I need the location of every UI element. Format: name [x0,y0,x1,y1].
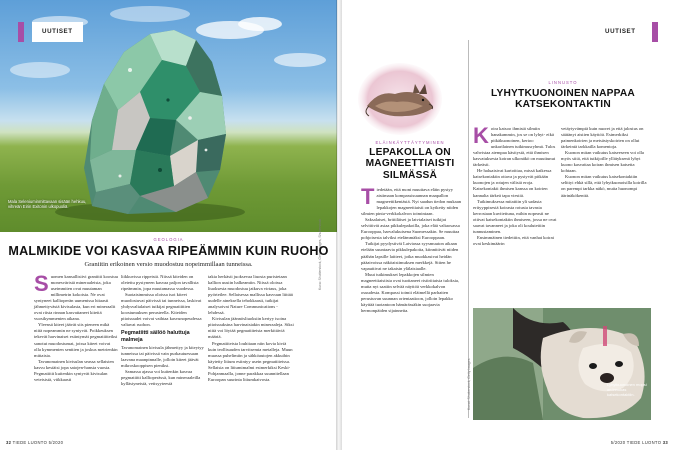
left-col2-para1: liikkuvissa rippeistä. Niissä kiteiden on oletettu pystyneen kasvaa paljon tavallista ripeämmin, jopa muutamassa vuodessa. [121,274,199,292]
bird-para6: Kuonon mitan vaikutus katseeseen voi olla myös siitä, että tutkijoille yllätyksenä lyhyt kuono kasvattaa koiran ihmisen katsetta kohtaan. [561,150,644,174]
right-section-badge [595,22,646,42]
left-folio-text: TIEDE LUONTO 5/2020 [12,440,64,445]
bat-para1 [361,184,465,217]
bat-para2: Saksalaiset, brittiläiset ja latvialaiset tutkijat selvittivät asiaa pikkulepakoilla, joka elää valtaosassa Eurooppaa, harvalukuisena Suomessakin. Se muuttaa pohjoisesta talviksi etelämmäksi Eurooppaan. [361,217,460,241]
left-col1-para1 [34,271,118,322]
left-col2-para2: Suotaisimmissa oloissa isot kiteet muodostuvat päivissä tai tunneissa, laskivat yhdysvaltalaiset tutkijat pegmatiittien koostumuksen perusteella. Kiteiden pitoisuudet voivat vaihtaa kasvunopeudessa valtavat ruohon. [121,292,202,328]
dropcap-k: K [473,123,489,148]
left-kicker: GEOLOGIA [153,237,184,242]
bat-para1-text: iedetään, että moni muuttava eläin pystyy aistimaan kompassisuunnan maapallon magneettikentästä. Nyt saadun tiedon mukaan lepakkojen magneettiaisti on kytketty niiden silmien pinta-verkkokalvon toimintaan. [361,187,462,217]
dropcap-s: S [34,271,49,296]
section-badge-label: UUTISET [42,28,73,35]
bird-para1-text: oira katsoo ihmistä silmiin hanakammin, jos se on lyhyt- eikä pitkäkuonoinen, kertoo unkarilainen tutkimusryhmä. Tulos vahvistaa aiempaa käsitystä, että ihmisen kasvatuksesta koiran ulkonäkö on muuttunut tärkeästi. [473,126,556,168]
dog-photo-caption: Lyhytkuonoinen mopsi on innokas katsekontaktiin. [607,382,647,397]
left-col3-para1: takia herkästi juoksevaa liuosta puristetaan kallion uusiin halkeamiin. Niissä oloissa liuoksesta muodostuu jatkuva virtaus, joka pyörteilee. Sellaisessa mallissa kasvuun liittää uudelle aineksella tehokkaasti, tutkijat analysoivat Nature Communications -lehdessä. [208,274,293,316]
bat-photo [355,60,445,138]
left-deck: Graniitin erikoinen versio muodostuu nopeimmillaan tunneissa. [84,261,253,268]
dog-photo [473,308,651,420]
left-column-3 [208,274,294,383]
left-col2-para3: Tavanomainen kivisula jähmettyy ja kiteytyy tunneissa tai päivissä vain purkautuessaan laavana maanpinnalle, jolloin kiteet jäävät mikroskooppisen pieniksi. [121,344,204,368]
bat-para3: Tutkijat pyydystivät Latviassa syysmuuton aikaan etelään suuntaavia pikkulepakoita, kiinnittivät niiden päähän lapsille laitteet, jotka muokkasivat heidän pääaivoissa näköaistimuksen merkkejä. Sitten he vapauttivat ne takaisin ylälaisiaalle. [361,241,459,271]
bird-kicker: LINNUSTO [548,80,578,85]
right-page-number: 33 [662,440,668,445]
bird-para7: Kuonon mitan vaikutus katsekontaktiin selittyi ehkä sillä, että lyhytkuonoisilla koirilla on parempi tarkka näkö, mutta huonompi äärinäkökenttä. [561,174,647,198]
left-col1-para2: Yleensä kiteet jäävät siis pieneen mikä niitä nopeammin ne syntyvät. Poikkeuksen tekevät harvinaiset esiintymät pegmatiitteiksi sanotut muodostumat, joissa kiteet voivat olla kymmenien senttien ja joskus metrienkin mittaisia. [34,322,118,358]
bird-para1 [473,123,557,168]
left-headline: MALMIKIDE VOI KASVAA RIPEÄMMIN KUIN RUOHO [8,244,329,258]
dog-illustration [473,308,651,420]
right-section-badge-accent [652,22,658,42]
right-page [341,0,674,450]
hero-caption: Mala Seleniuminmittavaan sisään hehkuu, vihreän Eirin Exitonin ulkopuoliä. [8,199,87,210]
bird-para4: Ensimmäinen tiedettiin, että vanhat koirat ovat keskimäärin [473,234,554,246]
left-page-number: 32 [6,440,12,445]
bat-headline: LEPAKOLLA ON MAGNEETTIAISTI SILMÄSSÄ [365,147,455,181]
bat-para4: Muut tutkimukset lepakkojen silmien magneettiaistista ovat tuottaneet ristiriitaisia tuloksia, mutta nyt saatiin selvää näyttöä verkkokalvon osuudesta. Kompassi toimii eläimellä parhaiten perustuvan suunnan orientaatioon, jolloin lepakko käyttää tuotantoon hämärässäkin suojaavia hermonpäiden sijainneita. [361,271,460,313]
bird-headline: LYHYTKUONOINEN NAPPAA KATSEKONTAKTIN [490,88,635,111]
dropcap-t: T [361,184,375,209]
left-col1-para1-text: uomen kansallisiivi graniitti koostuu monesväristä mineraaleista, joka useimmiten ovat muutaman millimetrin kokoisia. Ne ovat syntyneet kallioperän uumenissa hitaasti jähmettyvästä kivisulasta, kun eri mineraalit ovat riista rinnan kasvattaneet kiteitä vuosikymmenien aikana. [34,274,118,322]
bat-kicker: ELÄINKÄYTTÄYTYMINEN [375,140,445,145]
left-col3-para2: Kivisulan jäännösliuoksiin kertyy isoina pitoisuuksina harvinaisiakin mineraaleja. Siksi niitä voi löytää pegmatiiteista merkittäviä määriä. [208,316,294,340]
section-badge [32,22,83,42]
left-folio [6,440,63,445]
bird-para2: He haluaisivat kartoittaa, missä kaikessa katsekontaktin ottava ja pystyvät pitkään kuonojen ja rotujen välisiä eroja. Katsekontakti ihmisen kanssa on koirien kannalta tärkeä tapa viestiä. [473,168,552,198]
left-column-2 [121,274,205,387]
bat-illustration [355,60,445,138]
bird-article-col2 [561,126,647,199]
right-folio-text: 5/2020 TIEDE LUONTO [610,440,662,445]
bird-para5: vetäytyvämpiä kuin nuoret ja että jalostus on säätänyt aistien käyttöä. Esimerkiksi paimenkoirien ja metsästyskoirien on ollut tärkeintä tarkkailla komentoja. [561,126,644,150]
left-col2-subhead: Pegmatiitti säilöö haluttuja malmeja [121,330,190,343]
section-badge-accent [18,22,24,42]
bird-para3: Tutkimuksessa mitattiin yli sadasta erityyppisestä koirasta rotusta tavasta kerrostaan kuvitettuna, mihin nopeasti ne ottivat katsekontaktin ihmiseen, jossa ne ovat saavat tavanneet ja joka oli koulutettiin tunnustaminen. [473,198,557,234]
left-col1-para3: Tavanomainen kivisulan seassa sellaisten kasvu kestäisi jopa satojen-hansia vuosia. Pegmatiitit kuitenkin syntyvät kivisulan veteisistä, viikkaasti [34,358,114,382]
right-photo-credit: Kuvat: Shutterstock, Getty Images [467,358,471,410]
bird-article-col1 [473,123,557,247]
right-folio [611,440,668,445]
right-section-badge-label: UUTISET [605,28,636,35]
left-col3-para3: Pegmatiiteista louhitaan niin kovia kiviä kuin teollisuuden tarvitsemia metalleja. Muun muassa puhelimiin ja sähköautojen akkuihin käytetty litium esiintyy usein pegmatiiteissa. Sellaisia on litiumimalmi esimerkiksi Keski-Pohjanmaalla, jonne parakkaa suunnitellaan Euroopan suurinta litiumkaivosta. [208,340,293,382]
left-col2-para4: Samassa ajassa voi kuitenkin kasvaa pegmatiitti kallioperässä, kun mineraaleilla kyllästyneistä, vetisyyteestä [121,369,201,387]
left-column-1 [34,271,118,383]
left-photo-credit: Kuva: Shutterstock, Getty Images, Shutterstock [318,218,322,290]
bat-article [361,184,465,314]
